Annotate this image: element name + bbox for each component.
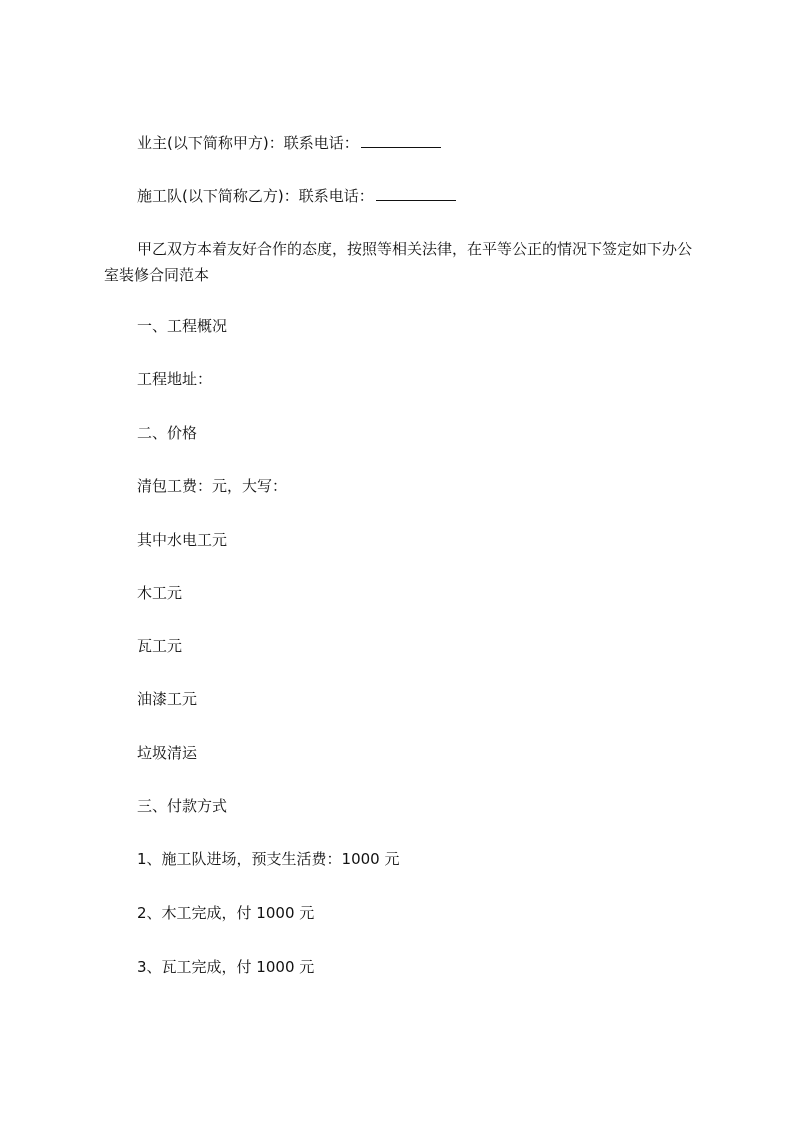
intro-paragraph: 甲乙双方本着友好合作的态度，按照等相关法律，在平等公正的情况下签定如下办公室装修合同范本 <box>104 240 693 284</box>
plumbing-electrical-line: 其中水电工元 <box>137 531 228 549</box>
team-phone-blank[interactable] <box>376 186 456 201</box>
team-contact-text: 施工队(以下简称乙方)：联系电话： <box>137 187 374 205</box>
team-contact-line <box>137 186 456 206</box>
owner-contact-text: 业主(以下简称甲方)：联系电话： <box>137 134 359 152</box>
waste-removal-line: 垃圾清运 <box>137 744 198 762</box>
section-2-title: 二、价格 <box>137 424 198 442</box>
owner-contact-line <box>137 133 441 153</box>
payment-item-1: 1、施工队进场，预支生活费：1000 元 <box>137 850 400 868</box>
payment-item-3: 3、瓦工完成，付 1000 元 <box>137 958 315 976</box>
section-3-title: 三、付款方式 <box>137 797 228 815</box>
project-address-line: 工程地址： <box>137 370 213 388</box>
tiling-line: 瓦工元 <box>137 637 183 655</box>
painting-line: 油漆工元 <box>137 690 198 708</box>
payment-item-2: 2、木工完成，付 1000 元 <box>137 904 315 922</box>
carpentry-line: 木工元 <box>137 584 183 602</box>
section-1-title: 一、工程概况 <box>137 317 228 335</box>
owner-phone-blank[interactable] <box>361 133 441 148</box>
labor-fee-line: 清包工费：元，大写： <box>137 477 288 495</box>
